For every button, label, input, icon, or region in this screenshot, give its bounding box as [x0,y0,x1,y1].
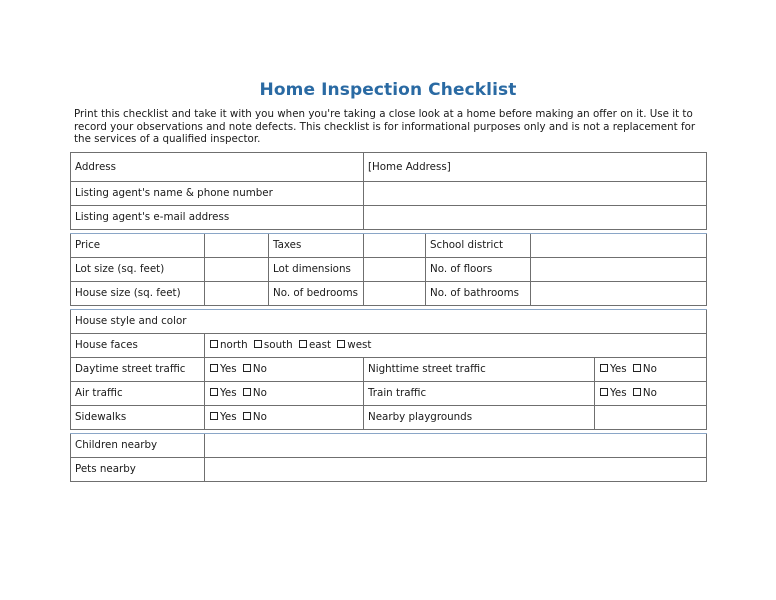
bedrooms-field[interactable] [364,281,426,305]
checklist-table [70,152,707,482]
bathrooms-field[interactable] [531,281,707,305]
street-traffic-row [71,357,707,381]
day-traffic-options: Yes No [205,357,364,381]
lot-size-field[interactable] [205,257,269,281]
checklist-page [70,80,706,482]
agent-name-field[interactable] [364,181,707,205]
children-field[interactable] [205,433,707,457]
checkbox-air-yes[interactable] [210,388,218,396]
agent-email-field[interactable] [364,205,707,229]
checkbox-air-no[interactable] [243,388,251,396]
intro-text: Print this checklist and take it with you when you're taking a close look at a home before making an offer on it. Use it to record your observations and note defects. This checklist is for informational purposes only and is not a replacement for the services of a qualified inspector. [74,108,696,145]
taxes-label: Taxes [269,233,364,257]
floors-field[interactable] [531,257,707,281]
faces-row [71,333,707,357]
checkbox-train-yes[interactable] [600,388,608,396]
playgrounds-field[interactable] [595,405,707,429]
checkbox-day-yes[interactable] [210,364,218,372]
night-traffic-label: Nighttime street traffic [364,357,595,381]
checkbox-night-no[interactable] [633,364,641,372]
checkbox-sidewalks-yes[interactable] [210,412,218,420]
bathrooms-label: No. of bathrooms [426,281,531,305]
night-traffic-options: Yes No [595,357,707,381]
sidewalks-row [71,405,707,429]
checkbox-night-yes[interactable] [600,364,608,372]
pets-label: Pets nearby [71,457,205,481]
house-size-row [71,281,707,305]
agent-email-label: Listing agent's e-mail address [71,205,364,229]
address-row [71,152,707,181]
floors-label: No. of floors [426,257,531,281]
style-row [71,309,707,333]
children-label: Children nearby [71,433,205,457]
address-value[interactable]: [Home Address] [364,152,707,181]
train-traffic-options: Yes No [595,381,707,405]
checkbox-sidewalks-no[interactable] [243,412,251,420]
children-row [71,433,707,457]
lot-size-label: Lot size (sq. feet) [71,257,205,281]
faces-options: north south east west [205,333,707,357]
style-label[interactable]: House style and color [71,309,707,333]
air-traffic-label: Air traffic [71,381,205,405]
checkbox-train-no[interactable] [633,388,641,396]
agent-name-row [71,181,707,205]
bedrooms-label: No. of bedrooms [269,281,364,305]
checkbox-west[interactable] [337,340,345,348]
air-traffic-options: Yes No [205,381,364,405]
agent-email-row [71,205,707,229]
page-title: Home Inspection Checklist [259,80,517,100]
school-label: School district [426,233,531,257]
house-size-field[interactable] [205,281,269,305]
pets-field[interactable] [205,457,707,481]
air-train-row [71,381,707,405]
lot-dim-label: Lot dimensions [269,257,364,281]
school-field[interactable] [531,233,707,257]
sidewalks-options: Yes No [205,405,364,429]
price-row [71,233,707,257]
sidewalks-label: Sidewalks [71,405,205,429]
house-size-label: House size (sq. feet) [71,281,205,305]
price-field[interactable] [205,233,269,257]
checkbox-day-no[interactable] [243,364,251,372]
address-label: Address [71,152,364,181]
lot-row [71,257,707,281]
checkbox-east[interactable] [299,340,307,348]
agent-name-label: Listing agent's name & phone number [71,181,364,205]
pets-row [71,457,707,481]
taxes-field[interactable] [364,233,426,257]
checkbox-north[interactable] [210,340,218,348]
faces-label: House faces [71,333,205,357]
checkbox-south[interactable] [254,340,262,348]
playgrounds-label: Nearby playgrounds [364,405,595,429]
train-traffic-label: Train traffic [364,381,595,405]
price-label: Price [71,233,205,257]
day-traffic-label: Daytime street traffic [71,357,205,381]
lot-dim-field[interactable] [364,257,426,281]
